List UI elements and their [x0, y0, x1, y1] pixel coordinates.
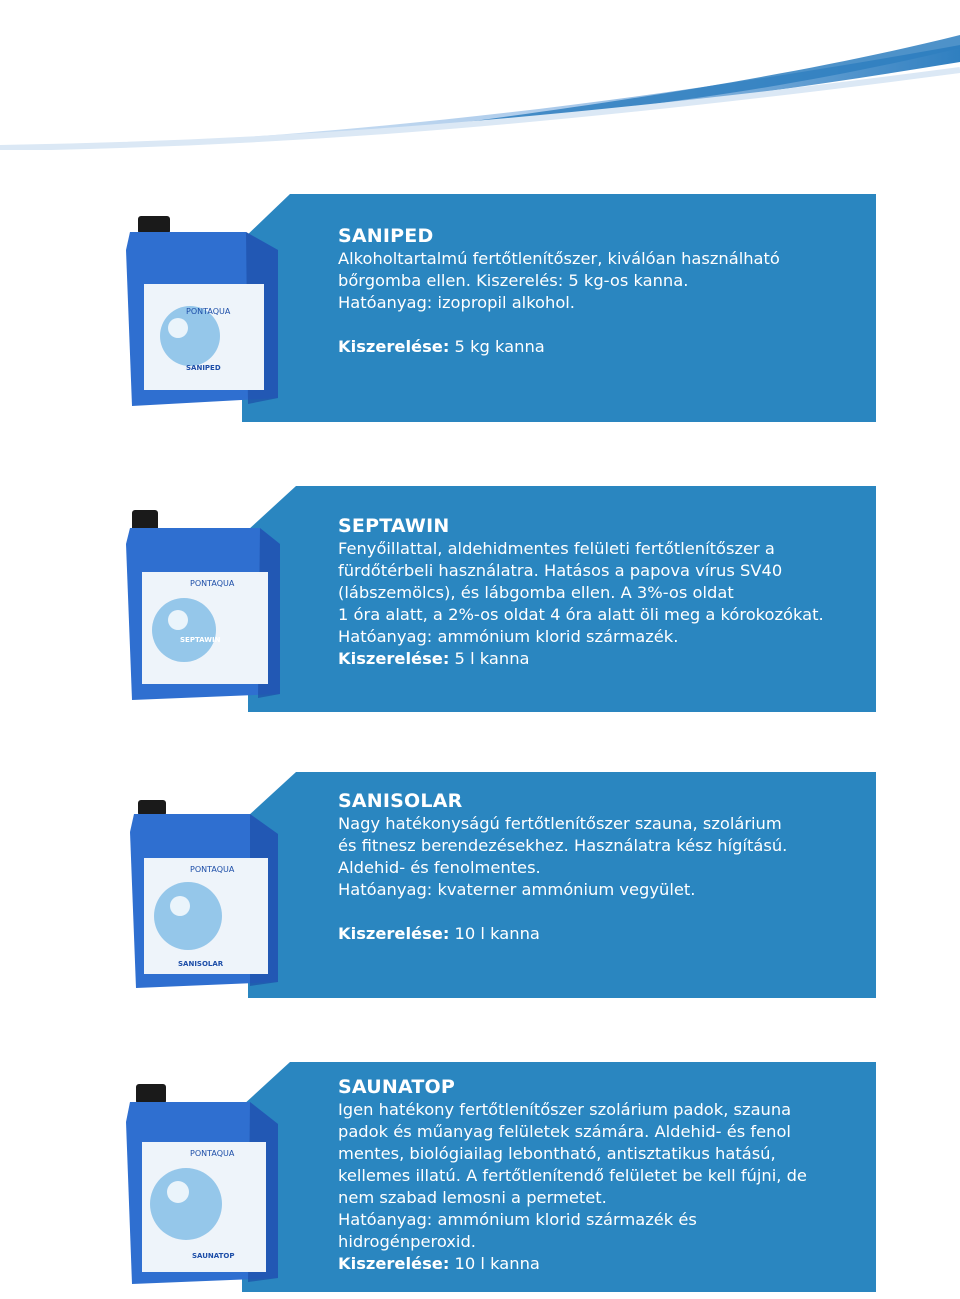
product-size	[338, 648, 856, 670]
size-label: Kiszerelése:	[338, 649, 450, 668]
size-value: 10 l kanna	[449, 1254, 540, 1273]
jug-label-text: SANIPED	[186, 364, 221, 372]
size-label: Kiszerelése:	[338, 924, 450, 943]
product-description: Nagy hatékonyságú fertőtlenítőszer szauna, szolárium és fitnesz berendezésekhez. Használatra kész hígítású. Aldehid- és fenolmentes. Hatóanyag: kvaterner ammónium vegyület.	[338, 814, 788, 899]
canister-image-sanisolar	[124, 794, 284, 990]
product-panel-saunatop	[242, 1062, 876, 1292]
product-description: Fenyőillattal, aldehidmentes felületi fertőtlenítőszer a fürdőtérbeli használatra. Hatásos a papova vírus SV40 (lábszemölcs), és lábgomba ellen. A 3%-os oldat 1 óra alatt, a 2%-os oldat 4 óra alatt öli meg a kórokozókat. Hatóanyag: ammónium klorid származék.	[338, 539, 824, 646]
brand-text: PONTAQUA	[190, 1149, 235, 1158]
canister-image-saunatop	[120, 1080, 284, 1286]
size-value: 5 l kanna	[449, 649, 530, 668]
size-value: 10 l kanna	[449, 924, 540, 943]
size-label: Kiszerelése:	[338, 337, 450, 356]
brand-text: PONTAQUA	[190, 579, 235, 588]
product-description: Igen hatékony fertőtlenítőszer szolárium padok, szauna padok és műanyag felületek számára. Aldehid- és fenol mentes, biológiailag lebontható, antisztatikus hatású, kellemes illatú. A fertőtlenítendő felületet be kell fújni, de nem szabad lemosni a permetet. Hatóanyag: ammónium klorid származék és hidrogénperoxid.	[338, 1100, 807, 1251]
product-description: Alkoholtartalmú fertőtlenítőszer, kiválóan használható bőrgomba ellen. Kiszerelés: 5 kg-os kanna. Hatóanyag: izopropil alkohol.	[338, 249, 780, 312]
size-label: Kiszerelése:	[338, 1254, 450, 1273]
product-title: SAUNATOP	[338, 1076, 456, 1098]
jug-label-text: SANISOLAR	[178, 960, 224, 968]
product-panel-saniped	[242, 194, 876, 422]
brand-text: PONTAQUA	[186, 307, 231, 316]
product-title: SEPTAWIN	[338, 515, 450, 537]
product-size	[338, 336, 856, 358]
header-wave	[0, 0, 960, 150]
product-title: SANIPED	[338, 225, 434, 247]
jug-label-text: SAUNATOP	[192, 1252, 235, 1260]
product-size	[338, 923, 856, 945]
product-size	[338, 1253, 856, 1275]
canister-image-saniped	[118, 210, 288, 410]
brand-text: PONTAQUA	[190, 865, 235, 874]
product-panel-sanisolar	[248, 772, 876, 998]
size-value: 5 kg kanna	[449, 337, 545, 356]
canister-image-septawin	[120, 504, 290, 704]
product-title: SANISOLAR	[338, 790, 463, 812]
jug-label-text: SEPTAWIN	[180, 636, 221, 644]
product-panel-septawin	[248, 486, 876, 712]
